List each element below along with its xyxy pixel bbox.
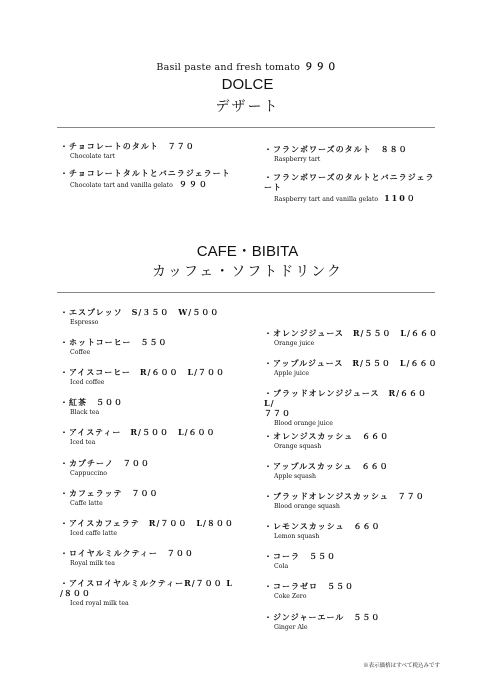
menu-item [60, 488, 235, 508]
menu-item [60, 518, 235, 538]
menu-item [264, 328, 439, 348]
menu-item-english [70, 470, 235, 478]
menu-item-english-text: Apple juice [274, 370, 310, 377]
menu-item-name: ・ブラッドオレンジジュース R/６６０ L/ ７７０ [264, 388, 428, 418]
menu-item-english-text: Iced royal milk tea [70, 600, 129, 607]
menu-item-name: ・レモンスカッシュ ６６０ [264, 521, 381, 531]
dolce-divider [57, 127, 435, 128]
menu-item-name: ・オレンジジュース R/５５０ L/６６０ [264, 328, 438, 338]
menu-item [264, 144, 439, 164]
menu-item-name: ・チョコレートのタルト ７７０ [60, 141, 195, 151]
menu-item-english [274, 194, 439, 204]
menu-item-english [70, 530, 235, 538]
menu-item-english-text: Blood orange squash [274, 503, 340, 510]
menu-item-english [70, 349, 235, 357]
menu-item-english-text: Orange juice [274, 340, 315, 347]
menu-item-english-text: Coke Zero [274, 593, 307, 600]
menu-item-english [274, 156, 439, 164]
menu-item-name: ・ロイヤルミルクティー ７００ [60, 548, 194, 558]
menu-item [60, 458, 235, 478]
menu-item [264, 581, 439, 601]
menu-item [264, 388, 439, 428]
menu-item-english [70, 180, 235, 190]
menu-item-english [274, 473, 439, 481]
menu-item-english [274, 443, 439, 451]
menu-item-name: ・コーラゼロ ５５０ [264, 581, 354, 591]
menu-item-english [274, 593, 439, 601]
menu-item-english-text: Cola [274, 563, 289, 570]
menu-item-english-text: Raspberry tart and vanilla gelato [274, 196, 379, 203]
menu-item-english-text: Coffee [70, 349, 91, 356]
menu-item-english-text: Cappuccino [70, 470, 107, 477]
pasta-item-name: Basil paste and fresh tomato [156, 62, 301, 73]
menu-item-name: ・ジンジャーエール ５５０ [264, 612, 381, 622]
menu-item-name: ・カプチーノ ７００ [60, 458, 150, 468]
menu-item [264, 612, 439, 632]
menu-item [60, 337, 235, 357]
menu-item-name: ・紅茶 ５００ [60, 397, 123, 407]
menu-item-english [274, 370, 439, 378]
menu-item-name: ・ブラッドオレンジスカッシュ ７７０ [264, 491, 425, 501]
menu-item-english-text: Iced tea [70, 439, 96, 446]
pasta-item-price: ９９０ [304, 62, 339, 73]
menu-item-price: 110０ [384, 193, 417, 203]
menu-item-english-text: Iced coffee [70, 379, 105, 386]
menu-item-name: ・カフェラッテ ７００ [60, 488, 159, 498]
menu-item [264, 172, 439, 204]
menu-item-price: ９９０ [178, 179, 209, 189]
menu-item-name: ・ホットコーヒー ５５０ [60, 337, 168, 347]
tax-footnote: ※表示価格はすべて税込みです [363, 663, 440, 669]
menu-item-english-text: Lemon squash [274, 533, 320, 540]
menu-item-english [274, 503, 439, 511]
menu-item-english [274, 420, 439, 428]
pasta-item-line [0, 59, 495, 73]
menu-item [60, 141, 235, 161]
menu-item-english [70, 500, 235, 508]
menu-item-english [274, 340, 439, 348]
menu-item [60, 397, 235, 417]
dolce-title: DOLCE [221, 76, 274, 93]
menu-item-name: ・コーラ ５５０ [264, 551, 336, 561]
menu-item-english-text: Apple squash [274, 473, 316, 480]
menu-item-name: ・アップルジュース R/５５０ L/６６０ [264, 358, 438, 368]
menu-item-english-text: Royal milk tea [70, 560, 115, 567]
menu-item-english-text: Orange squash [274, 443, 322, 450]
dolce-subtitle: デザート [215, 99, 280, 115]
menu-item-english [70, 560, 235, 568]
bibita-subtitle: カッフェ・ソフトドリンク [152, 264, 343, 280]
menu-item [264, 521, 439, 541]
menu-item-english-text: Iced caffe latte [70, 530, 117, 537]
menu-item [264, 551, 439, 571]
menu-item-name: ・アイスティー R/５００ L/６００ [60, 427, 216, 437]
menu-item-english [70, 153, 235, 161]
menu-item-name: ・フランボワーズのタルト ８８０ [264, 144, 408, 154]
menu-item [60, 307, 235, 327]
menu-item-english [274, 624, 439, 632]
menu-item [60, 548, 235, 568]
menu-item-english [70, 319, 235, 327]
menu-item-english-text: Caffe latte [70, 500, 103, 507]
menu-item-name: ・アップルスカッシュ ６６０ [264, 461, 389, 471]
menu-item-english [70, 379, 235, 387]
menu-item [264, 491, 439, 511]
bibita-divider [57, 292, 435, 293]
menu-item-english [70, 409, 235, 417]
menu-item-english-text: Black tea [70, 409, 100, 416]
menu-item-english-text: Blood orange juice [274, 420, 333, 427]
menu-item-english [70, 600, 235, 608]
menu-item-name: ・アイスコーヒー R/６００ L/７００ [60, 367, 225, 377]
menu-item-english-text: Raspberry tart [274, 156, 321, 163]
menu-item-name: ・アイスロイヤルミルクティーR/７００ L /８００ [60, 578, 234, 598]
menu-item-english-text: Chocolate tart [70, 153, 116, 160]
menu-item [60, 367, 235, 387]
menu-item-english-text: Espresso [70, 319, 99, 326]
menu-item-name: ・エスプレッソ S/３５０ W/５００ [60, 307, 220, 317]
bibita-title: CAFE・BIBITA [196, 243, 299, 260]
menu-item-name: ・チョコレートタルトとバニラジェラート [60, 168, 231, 178]
menu-item-english [70, 439, 235, 447]
menu-item-english-text: Ginger Ale [274, 624, 308, 631]
menu-item [264, 461, 439, 481]
menu-item [60, 427, 235, 447]
menu-item [264, 431, 439, 451]
menu-item-english [274, 563, 439, 571]
menu-item-name: ・アイスカフェラテ R/７００ L/８００ [60, 518, 234, 528]
menu-item-english [274, 533, 439, 541]
menu-item-english-text: Chocolate tart and vanilla gelato [70, 182, 173, 189]
menu-item-name: ・オレンジスカッシュ ６６０ [264, 431, 390, 441]
menu-item [60, 578, 235, 608]
menu-item [264, 358, 439, 378]
menu-item [60, 168, 235, 190]
menu-item-name: ・フランボワーズのタルトとバニラジェラート [264, 172, 435, 192]
